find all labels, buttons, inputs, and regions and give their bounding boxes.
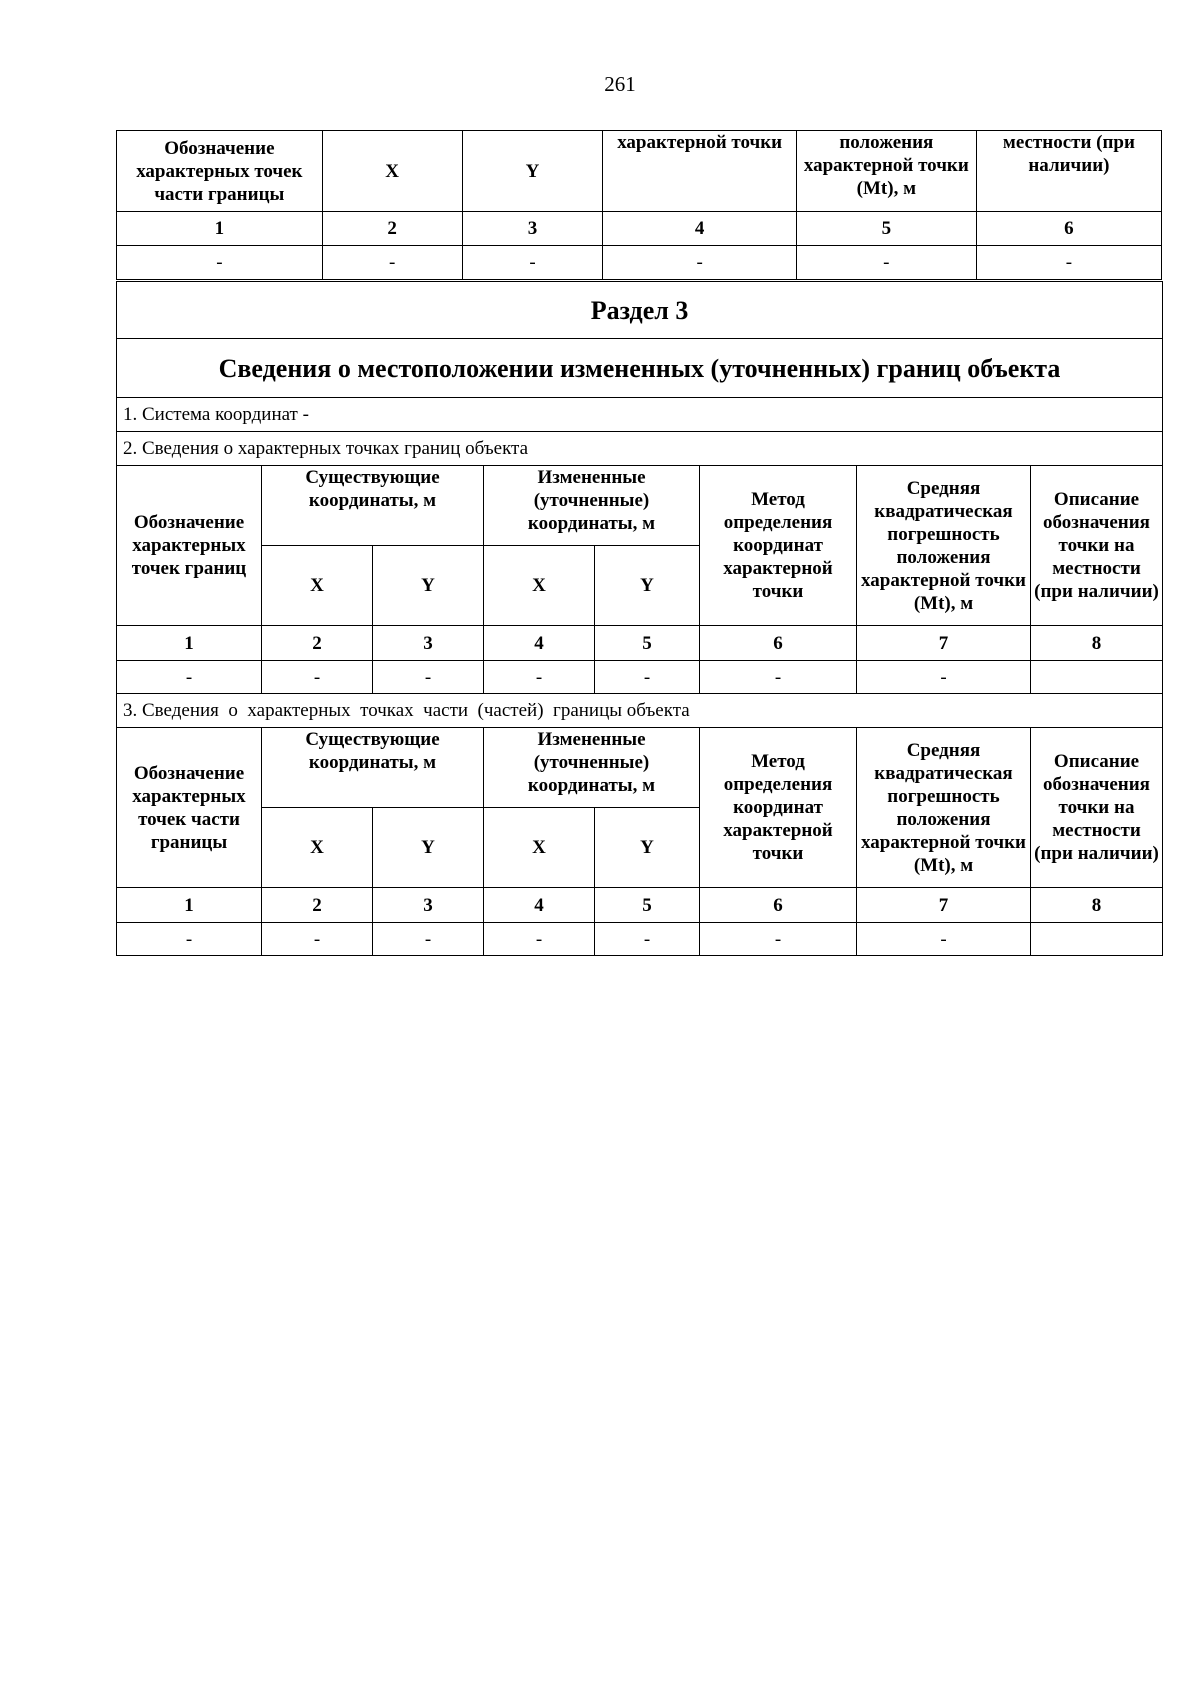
table-cell	[1031, 661, 1163, 694]
header-changed-coordinates: Измененные (уточненные) координаты, м	[484, 728, 700, 808]
table-cell	[1031, 923, 1163, 956]
header-point-designation: Обозначение характерных точек части границы	[117, 131, 323, 212]
table-cell: -	[595, 923, 700, 956]
table-cell: -	[603, 246, 796, 280]
header-error-cont: положения характерной точки (Mt), м	[796, 131, 976, 212]
table-cell: -	[976, 246, 1161, 280]
table-cell: -	[462, 246, 603, 280]
header-method-cont: характерной точки	[603, 131, 796, 212]
header-y: Y	[595, 808, 700, 888]
header-x: X	[484, 808, 595, 888]
column-number: 2	[322, 212, 462, 246]
table-cell: -	[796, 246, 976, 280]
table-cell: -	[700, 923, 857, 956]
column-number: 6	[700, 888, 857, 923]
parts-heading: 3. Сведения о характерных точках части (частей) границы объекта	[117, 694, 1163, 728]
table-cell: -	[322, 246, 462, 280]
header-existing-coordinates: Существующие координаты, м	[262, 728, 484, 808]
column-number: 5	[595, 626, 700, 661]
header-error: Средняя квадратическая погрешность положения характерной точки (Mt), м	[857, 728, 1031, 888]
section-3-table	[116, 281, 1163, 956]
table-cell: -	[262, 661, 373, 694]
header-part-point-designation: Обозначение характерных точек части границы	[117, 728, 262, 888]
column-number: 3	[462, 212, 603, 246]
column-number: 3	[373, 888, 484, 923]
continued-table	[116, 130, 1162, 280]
column-number: 1	[117, 626, 262, 661]
table-cell: -	[595, 661, 700, 694]
header-error: Средняя квадратическая погрешность положения характерной точки (Mt), м	[857, 466, 1031, 626]
points-heading: 2. Сведения о характерных точках границ объекта	[117, 432, 1163, 466]
column-number: 8	[1031, 888, 1163, 923]
page-number: 261	[604, 72, 636, 96]
header-y: Y	[373, 808, 484, 888]
section-subtitle: Сведения о местоположении измененных (уточненных) границ объекта	[117, 339, 1163, 398]
column-number: 3	[373, 626, 484, 661]
section-title: Раздел 3	[117, 282, 1163, 339]
table-cell: -	[857, 923, 1031, 956]
column-number: 6	[976, 212, 1161, 246]
column-number: 1	[117, 888, 262, 923]
column-number: 8	[1031, 626, 1163, 661]
header-y: Y	[595, 546, 700, 626]
header-method: Метод определения координат характерной точки	[700, 466, 857, 626]
header-description: Описание обозначения точки на местности (при наличии)	[1031, 466, 1163, 626]
table-cell: -	[857, 661, 1031, 694]
coordinate-system: 1. Система координат -	[117, 398, 1163, 432]
table-cell: -	[117, 661, 262, 694]
header-description: Описание обозначения точки на местности (при наличии)	[1031, 728, 1163, 888]
header-description-cont: местности (при наличии)	[976, 131, 1161, 212]
column-number: 1	[117, 212, 323, 246]
column-number: 6	[700, 626, 857, 661]
table-cell: -	[700, 661, 857, 694]
column-number: 2	[262, 888, 373, 923]
header-point-designation: Обозначение характерных точек границ	[117, 466, 262, 626]
column-number: 7	[857, 888, 1031, 923]
header-y: Y	[462, 131, 603, 212]
table-cell: -	[373, 923, 484, 956]
table-cell: -	[262, 923, 373, 956]
column-number: 7	[857, 626, 1031, 661]
header-method: Метод определения координат характерной точки	[700, 728, 857, 888]
header-x: X	[262, 808, 373, 888]
header-y: Y	[373, 546, 484, 626]
table-cell: -	[484, 661, 595, 694]
column-number: 2	[262, 626, 373, 661]
table-cell: -	[117, 246, 323, 280]
header-x: X	[484, 546, 595, 626]
header-x: X	[262, 546, 373, 626]
header-x: X	[322, 131, 462, 212]
column-number: 5	[595, 888, 700, 923]
header-changed-coordinates: Измененные (уточненные) координаты, м	[484, 466, 700, 546]
column-number: 4	[484, 626, 595, 661]
column-number: 5	[796, 212, 976, 246]
table-cell: -	[117, 923, 262, 956]
table-cell: -	[484, 923, 595, 956]
header-existing-coordinates: Существующие координаты, м	[262, 466, 484, 546]
table-cell: -	[373, 661, 484, 694]
column-number: 4	[603, 212, 796, 246]
column-number: 4	[484, 888, 595, 923]
